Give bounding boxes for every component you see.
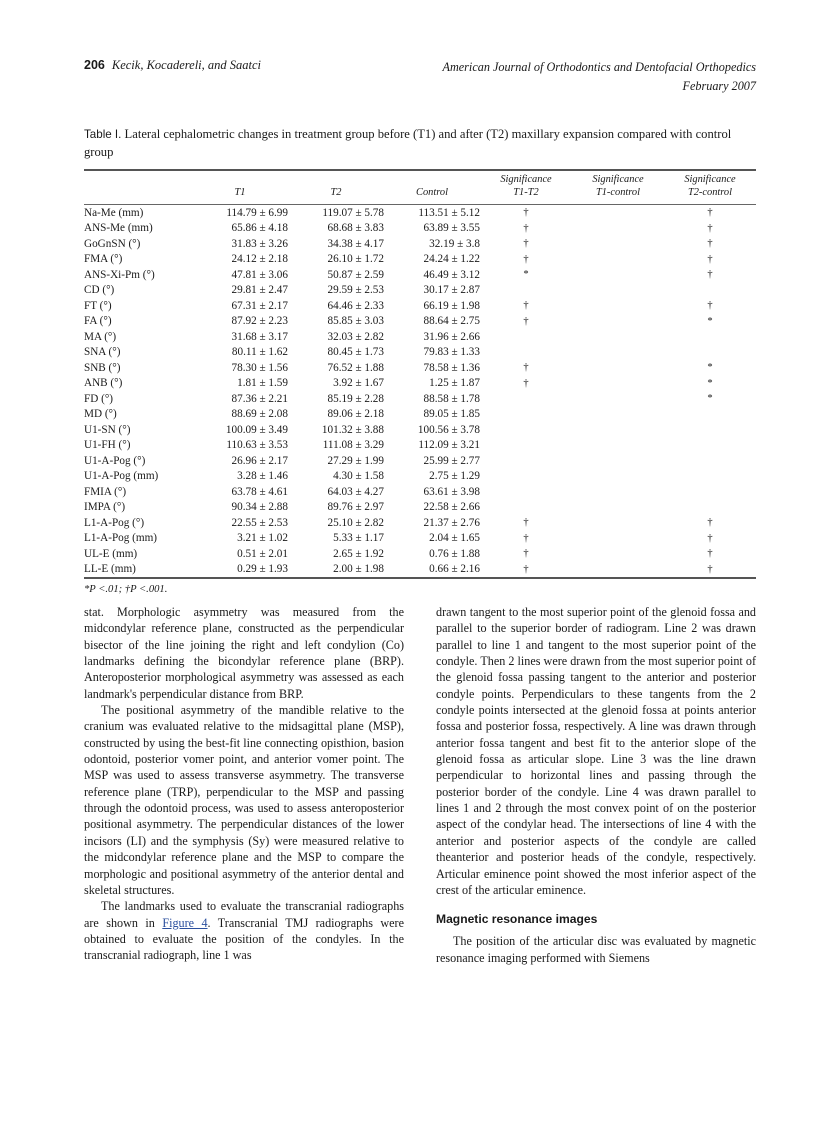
cell-measure: U1-SN (°): [84, 423, 131, 436]
cell-sig-t1-t2: †: [523, 222, 529, 234]
cephalometric-data-table: [84, 169, 756, 579]
cell-sig-t1-control: [572, 314, 664, 329]
cell-t2: 80.45 ± 1.73: [327, 346, 384, 359]
cell-t2: 32.03 ± 2.82: [327, 330, 384, 343]
cell-control: 2.75 ± 1.29: [429, 470, 480, 483]
cell-t1: 88.69 ± 2.08: [231, 408, 288, 421]
cell-measure: GoGnSN (°): [84, 237, 141, 250]
cell-sig-t1-control: [572, 438, 664, 453]
cell-sig-t1-t2: [480, 484, 572, 499]
cell-t2: 85.85 ± 3.03: [327, 315, 384, 328]
cell-sig-t1-control: [572, 205, 664, 221]
table-row: [84, 469, 756, 484]
cell-control: 22.58 ± 2.66: [423, 501, 480, 514]
cell-sig-t1-t2: †: [523, 207, 529, 219]
cell-sig-t2-control: †: [707, 563, 713, 575]
cell-control: 21.37 ± 2.76: [423, 516, 480, 529]
cell-t1: 63.78 ± 4.61: [231, 485, 288, 498]
sig-header-line1: Significance: [592, 173, 644, 185]
cell-t2: 2.00 ± 1.98: [333, 563, 384, 576]
sig-header-line1: Significance: [684, 173, 736, 185]
running-head-left: [84, 58, 261, 73]
cell-t1: 1.81 ± 1.59: [237, 377, 288, 390]
running-head-authors: Kecik, Kocadereli, and Saatci: [111, 58, 262, 72]
column-header-sig-t2-control: [664, 170, 756, 205]
cell-measure: MA (°): [84, 330, 117, 343]
cell-t2: 64.03 ± 4.27: [327, 485, 384, 498]
cell-measure: Na-Me (mm): [84, 206, 144, 219]
running-head-right: [443, 58, 756, 96]
sig-header-line2: T2-control: [687, 187, 733, 199]
cell-sig-t1-control: [572, 562, 664, 578]
table-row: [84, 546, 756, 561]
cell-control: 32.19 ± 3.8: [429, 237, 480, 250]
table-row: [84, 360, 756, 375]
sig-header-line2: T1-control: [595, 187, 641, 199]
cell-sig-t1-control: [572, 236, 664, 251]
cell-sig-t2-control: [664, 469, 756, 484]
cell-sig-t1-control: [572, 407, 664, 422]
cell-sig-t2-control: [664, 345, 756, 360]
cell-sig-t2-control: †: [707, 517, 713, 529]
cell-sig-t1-control: [572, 252, 664, 267]
cell-t2: 64.46 ± 2.33: [327, 299, 384, 312]
cell-t2: 68.68 ± 3.83: [327, 222, 384, 235]
cell-t2: 85.19 ± 2.28: [327, 392, 384, 405]
cell-measure: FMIA (°): [84, 485, 127, 498]
cell-measure: LL-E (mm): [84, 563, 136, 576]
column-header-measure: [84, 170, 192, 205]
sig-header-line1: Significance: [500, 173, 552, 185]
column-header-sig-t1-control: [572, 170, 664, 205]
cell-t1: 24.12 ± 2.18: [231, 253, 288, 266]
cell-t1: 22.55 ± 2.53: [231, 516, 288, 529]
cell-t1: 78.30 ± 1.56: [231, 361, 288, 374]
cell-measure: ANS-Me (mm): [84, 222, 153, 235]
cell-sig-t1-t2: †: [523, 253, 529, 265]
cell-sig-t1-control: [572, 283, 664, 298]
cell-control: 112.09 ± 3.21: [418, 439, 480, 452]
table-row: [84, 205, 756, 221]
table-row: [84, 298, 756, 313]
cell-sig-t1-control: [572, 531, 664, 546]
table-row: [84, 531, 756, 546]
cell-sig-t2-control: *: [707, 393, 713, 405]
cell-sig-t1-t2: [480, 500, 572, 515]
cell-sig-t2-control: †: [707, 222, 713, 234]
cell-t1: 87.36 ± 2.21: [231, 392, 288, 405]
cell-control: 100.56 ± 3.78: [417, 423, 480, 436]
table-row: [84, 562, 756, 578]
table-row: [84, 391, 756, 406]
cell-sig-t1-t2: †: [523, 532, 529, 544]
cell-t1: 26.96 ± 2.17: [231, 454, 288, 467]
cell-t1: 90.34 ± 2.88: [231, 501, 288, 514]
cell-sig-t2-control: [664, 453, 756, 468]
cell-sig-t2-control: [664, 484, 756, 499]
cell-t2: 76.52 ± 1.88: [327, 361, 384, 374]
cell-t1: 67.31 ± 2.17: [231, 299, 288, 312]
cell-t2: 89.06 ± 2.18: [327, 408, 384, 421]
cell-sig-t1-control: [572, 453, 664, 468]
table-row: [84, 515, 756, 530]
table-header-row: [84, 170, 756, 205]
table-body: [84, 205, 756, 578]
paragraph-landmarks: [84, 898, 404, 963]
cell-measure: FMA (°): [84, 253, 123, 266]
paragraph-landmarks-part1: The landmarks used to evaluate the transcranial radiographs are shown in: [84, 899, 404, 930]
cell-t2: 27.29 ± 1.99: [327, 454, 384, 467]
cell-sig-t1-control: [572, 484, 664, 499]
cell-control: 78.58 ± 1.36: [423, 361, 480, 374]
cell-sig-t1-t2: [480, 283, 572, 298]
column-header-control: Control: [416, 187, 448, 199]
paragraph-continuation: stat. Morphologic asymmetry was measured from the midcondylar reference plane, constructed as the perpendicular bisector of the line joining the right and left condylion (Co) landmarks defining the bicondylar reference plane (BRP). Anteroposterior morphological asymmetry was assessed as each landmark's perpendicular distance from BRP.: [84, 605, 404, 701]
cell-t2: 101.32 ± 3.88: [321, 423, 384, 436]
cell-control: 88.58 ± 1.78: [423, 392, 480, 405]
cell-t1: 0.51 ± 2.01: [237, 547, 288, 560]
cell-t1: 47.81 ± 3.06: [231, 268, 288, 281]
figure-4-link[interactable]: Figure 4: [162, 915, 208, 930]
cell-measure: FT (°): [84, 299, 112, 312]
table-caption-text: Lateral cephalometric changes in treatment group before (T1) and after (T2) maxillary expansion compared with control group: [84, 127, 732, 159]
cell-sig-t2-control: †: [707, 532, 713, 544]
cell-sig-t1-t2: †: [523, 300, 529, 312]
cell-measure: L1-A-Pog (°): [84, 516, 145, 529]
table-row: [84, 376, 756, 391]
cell-t2: 5.33 ± 1.17: [333, 532, 384, 545]
cell-control: 63.89 ± 3.55: [423, 222, 480, 235]
cell-t2: 34.38 ± 4.17: [327, 237, 384, 250]
table-row: [84, 252, 756, 267]
cell-sig-t2-control: [664, 329, 756, 344]
cell-t2: 25.10 ± 2.82: [327, 516, 384, 529]
cell-sig-t2-control: *: [707, 362, 713, 374]
cell-t2: 26.10 ± 1.72: [327, 253, 384, 266]
cell-control: 1.25 ± 1.87: [429, 377, 480, 390]
cell-t1: 110.63 ± 3.53: [226, 439, 288, 452]
cell-sig-t1-t2: [480, 391, 572, 406]
cell-sig-t2-control: [664, 407, 756, 422]
cell-sig-t1-t2: [480, 407, 572, 422]
paragraph-positional-asymmetry: The positional asymmetry of the mandible relative to the cranium was evaluated relative to the midsagittal plane (MSP), constructed by using the best-fit line connecting opisthion, basion odontoid, posterior vomer point, and anterior vomer point. The MSP was used to assess transverse asymmetry. The transverse reference plane (TRP), perpendicular to the MSP and passing through the odontoid process, was used to assess anteroposterior positional asymmetry. The perpendicular distances of the lower incisors (LI) and the symphysis (Sy) were measured relative to the midcondylar reference plane and the MSP to compare the morphologic and positional asymmetry of the anterior dental and skeletal structures.: [84, 703, 404, 897]
cell-sig-t2-control: †: [707, 238, 713, 250]
cell-sig-t2-control: *: [707, 377, 713, 389]
cell-t1: 65.86 ± 4.18: [231, 222, 288, 235]
cell-sig-t1-t2: †: [523, 517, 529, 529]
cell-measure: L1-A-Pog (mm): [84, 532, 158, 545]
cell-sig-t2-control: †: [707, 207, 713, 219]
sig-header-line2: T1-T2: [513, 187, 539, 199]
table-block: [84, 126, 756, 595]
cell-sig-t1-control: [572, 329, 664, 344]
cell-sig-t1-control: [572, 391, 664, 406]
paragraph-transcranial-lines: drawn tangent to the most superior point of the glenoid fossa and parallel to the superior border of radiogram. Line 2 was drawn parallel to line 1 and tangent to the most superior point of the condyle. Then 2 lines were drawn from the most superior point of the glenoid fossa passing tangent to the anterior and posterior condyle points. Perpendiculars to these tangents from the 2 condyle points intersected at the glenoid fossa at points anterior fossa and posterior fossa, respectively. A line was drawn through anterior fossa tangent and best fit to the anterior slope of the glenoid fossa as articular slope. Line 3 was the line drawn perpendicular to horizontal lines and passing through the posterior border of the condyle. Line 4 was drawn parallel to lines 1 and 2 through the most convex point of on the posterior aspect of the condylar head. The intersections of line 4 with the anterior and posterior aspects of the condyle are called theanterior and posterior heads of the condyle, respectively. Articular eminence point showed the most inferior aspect of the crest of the articular eminence.: [436, 605, 756, 897]
table-footnote: [84, 584, 756, 595]
cell-control: 2.04 ± 1.65: [429, 532, 480, 545]
cell-t1: 3.21 ± 1.02: [237, 532, 288, 545]
table-row: [84, 221, 756, 236]
cell-t2: 4.30 ± 1.58: [333, 470, 384, 483]
cell-control: 0.76 ± 1.88: [429, 547, 480, 560]
column-header-t2: T2: [330, 187, 342, 199]
column-header-sig-t1-t2: [480, 170, 572, 205]
table-row: [84, 345, 756, 360]
cell-control: 66.19 ± 1.98: [423, 299, 480, 312]
cell-t2: 119.07 ± 5.78: [322, 206, 384, 219]
cell-control: 63.61 ± 3.98: [423, 485, 480, 498]
cell-control: 31.96 ± 2.66: [423, 330, 480, 343]
cell-measure: U1-A-Pog (mm): [84, 470, 159, 483]
cell-measure: U1-FH (°): [84, 439, 131, 452]
cell-sig-t1-t2: [480, 453, 572, 468]
left-text-column: [84, 604, 404, 966]
cell-sig-t1-t2: †: [523, 563, 529, 575]
cell-sig-t1-t2: [480, 438, 572, 453]
cell-t1: 31.68 ± 3.17: [231, 330, 288, 343]
paragraph-landmarks-part2: . Transcranial TMJ radiographs were obtained to evaluate the position of the condyles. In the transcranial radiograph, line 1 was: [84, 915, 404, 963]
cell-measure: SNB (°): [84, 361, 121, 374]
cell-sig-t1-control: [572, 515, 664, 530]
cell-sig-t1-t2: *: [523, 269, 529, 281]
table-row: [84, 407, 756, 422]
table-row: [84, 314, 756, 329]
cell-control: 89.05 ± 1.85: [423, 408, 480, 421]
cell-t1: 114.79 ± 6.99: [226, 206, 288, 219]
issue-date: February 2007: [682, 78, 756, 93]
cell-control: 88.64 ± 2.75: [423, 315, 480, 328]
cell-sig-t1-control: [572, 360, 664, 375]
cell-t2: 3.92 ± 1.67: [333, 377, 384, 390]
cell-measure: ANB (°): [84, 377, 123, 390]
paragraph-mri: The position of the articular disc was evaluated by magnetic resonance imaging performed with Siemens: [436, 934, 756, 965]
cell-control: 25.99 ± 2.77: [423, 454, 480, 467]
cell-sig-t1-control: [572, 221, 664, 236]
journal-title: American Journal of Orthodontics and Dentofacial Orthopedics: [442, 60, 756, 74]
cell-sig-t1-control: [572, 345, 664, 360]
cell-t2: 29.59 ± 2.53: [327, 284, 384, 297]
cell-measure: FA (°): [84, 315, 112, 328]
cell-measure: FD (°): [84, 392, 114, 405]
cell-control: 113.51 ± 5.12: [418, 206, 480, 219]
cell-sig-t1-t2: †: [523, 362, 529, 374]
table-caption: [84, 126, 756, 162]
cell-t1: 0.29 ± 1.93: [237, 563, 288, 576]
cell-sig-t1-control: [572, 546, 664, 561]
cell-sig-t1-t2: [480, 469, 572, 484]
cell-measure: MD (°): [84, 408, 117, 421]
cell-measure: U1-A-Pog (°): [84, 454, 146, 467]
cell-control: 79.83 ± 1.33: [423, 346, 480, 359]
cell-t1: 31.83 ± 3.26: [231, 237, 288, 250]
page-number: 206: [84, 58, 105, 72]
cell-t2: 2.65 ± 1.92: [333, 547, 384, 560]
cell-sig-t1-t2: †: [523, 548, 529, 560]
cell-sig-t2-control: [664, 438, 756, 453]
table-row: [84, 484, 756, 499]
column-header-t1: T1: [234, 187, 246, 199]
cell-sig-t2-control: †: [707, 269, 713, 281]
cell-measure: SNA (°): [84, 346, 121, 359]
cell-sig-t1-control: [572, 422, 664, 437]
table-row: [84, 422, 756, 437]
cell-sig-t2-control: [664, 422, 756, 437]
cell-sig-t2-control: [664, 500, 756, 515]
cell-t1: 87.92 ± 2.23: [231, 315, 288, 328]
cell-sig-t2-control: †: [707, 548, 713, 560]
cell-measure: ANS-Xi-Pm (°): [84, 268, 155, 281]
table-label: Table I.: [84, 128, 122, 141]
cell-sig-t1-control: [572, 469, 664, 484]
table-header: [84, 170, 756, 205]
table-row: [84, 500, 756, 515]
table-row: [84, 283, 756, 298]
cell-sig-t1-t2: †: [523, 315, 529, 327]
table-row: [84, 438, 756, 453]
cell-control: 24.24 ± 1.22: [423, 253, 480, 266]
cell-sig-t1-t2: [480, 345, 572, 360]
cell-t2: 111.08 ± 3.29: [322, 439, 384, 452]
cell-measure: IMPA (°): [84, 501, 126, 514]
right-text-column: [436, 604, 756, 966]
table-row: [84, 329, 756, 344]
table-footnote-text: *P <.01; †P <.001.: [84, 584, 168, 595]
body-columns: [84, 604, 756, 966]
cell-measure: CD (°): [84, 284, 115, 297]
cell-control: 30.17 ± 2.87: [423, 284, 480, 297]
table-row: [84, 453, 756, 468]
cell-control: 0.66 ± 2.16: [429, 563, 480, 576]
cell-sig-t1-control: [572, 500, 664, 515]
cell-control: 46.49 ± 3.12: [423, 268, 480, 281]
cell-t1: 3.28 ± 1.46: [237, 470, 288, 483]
cell-sig-t1-control: [572, 376, 664, 391]
cell-t1: 100.09 ± 3.49: [225, 423, 288, 436]
cell-sig-t1-control: [572, 267, 664, 282]
cell-t1: 80.11 ± 1.62: [231, 346, 288, 359]
running-head: [84, 58, 756, 96]
cell-measure: UL-E (mm): [84, 547, 138, 560]
subheading-magnetic-resonance-images: Magnetic resonance images: [436, 912, 598, 927]
table-row: [84, 267, 756, 282]
cell-sig-t1-t2: [480, 422, 572, 437]
cell-sig-t1-t2: †: [523, 377, 529, 389]
cell-sig-t2-control: †: [707, 253, 713, 265]
cell-t2: 89.76 ± 2.97: [327, 501, 384, 514]
cell-sig-t2-control: †: [707, 300, 713, 312]
cell-sig-t1-t2: †: [523, 238, 529, 250]
cell-sig-t2-control: *: [707, 315, 713, 327]
table-row: [84, 236, 756, 251]
cell-t1: 29.81 ± 2.47: [231, 284, 288, 297]
cell-sig-t1-t2: [480, 329, 572, 344]
cell-sig-t2-control: [664, 283, 756, 298]
cell-t2: 50.87 ± 2.59: [327, 268, 384, 281]
cell-sig-t1-control: [572, 298, 664, 313]
